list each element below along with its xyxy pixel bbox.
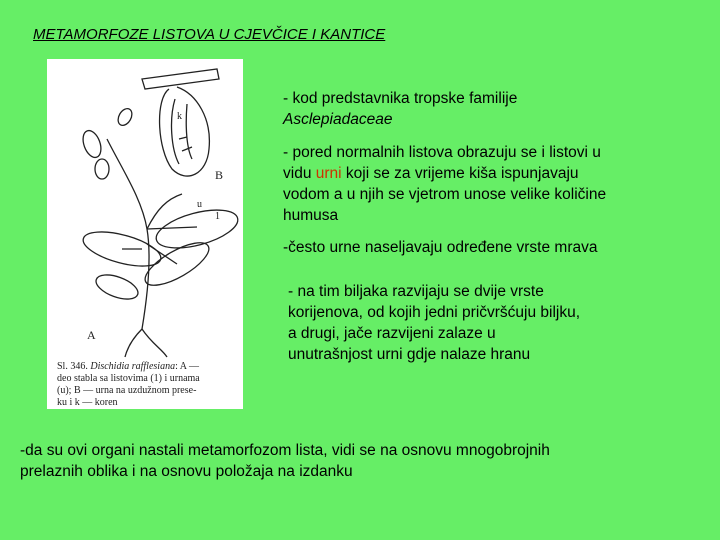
- dischidia-drawing: [47, 59, 243, 359]
- leaf-small: [115, 106, 134, 128]
- leaf-small: [80, 128, 105, 160]
- label-a: A: [87, 328, 96, 342]
- urn-large: [93, 270, 141, 304]
- paragraph-roots: - na tim biljaka razvijaju se dvije vrste korijenova, od kojih jedni pričvršćuju biljku, a drugi, jače razvijeni zalaze u unutrašnjost urni gdje nalaze hranu: [288, 283, 581, 363]
- urn-b-root: [172, 99, 179, 164]
- paragraph-ants: -često urne naseljavaju određene vrste mrava: [283, 239, 598, 256]
- leaf-small: [95, 159, 109, 179]
- roots-lower: [125, 329, 167, 357]
- urn-b: [160, 87, 210, 176]
- highlight-urni: urni: [315, 165, 342, 182]
- urn-large: [152, 203, 241, 256]
- page-title: METAMORFOZE LISTOVA U CJEVČICE I KANTICE: [33, 26, 386, 43]
- label-u: u: [197, 199, 202, 210]
- paragraph-origin: -da su ovi organi nastali metamorfozom lista, vidi se na osnovu mnogobrojnih prelaznih oblika i na osnovu položaja na izdanku: [20, 442, 550, 480]
- label-k: k: [177, 111, 182, 122]
- urn-b-root: [186, 104, 192, 159]
- label-b: B: [215, 168, 224, 182]
- label-1: 1: [215, 211, 220, 222]
- urn-b-root: [179, 137, 192, 151]
- main-stem: [107, 139, 149, 329]
- plant-illustration: [47, 59, 243, 409]
- paragraph-family: - kod predstavnika tropske familije Asclepiadaceae: [283, 90, 518, 128]
- figure-caption: Sl. 346. Dischidia rafflesiana: A — deo stabla sa listovima (1) i urnama (u); B — urna na uzdužnom prese- ku i k — koren: [57, 361, 200, 408]
- paragraph-urns: - pored normalnih listova obrazuju se i listovi u vidu urni koji se za vrijeme kiša ispunjavaju vodom a u njih se vjetrom unose velike količine humusa: [283, 144, 607, 224]
- stem-top: [142, 69, 219, 89]
- branch-stem: [147, 194, 182, 229]
